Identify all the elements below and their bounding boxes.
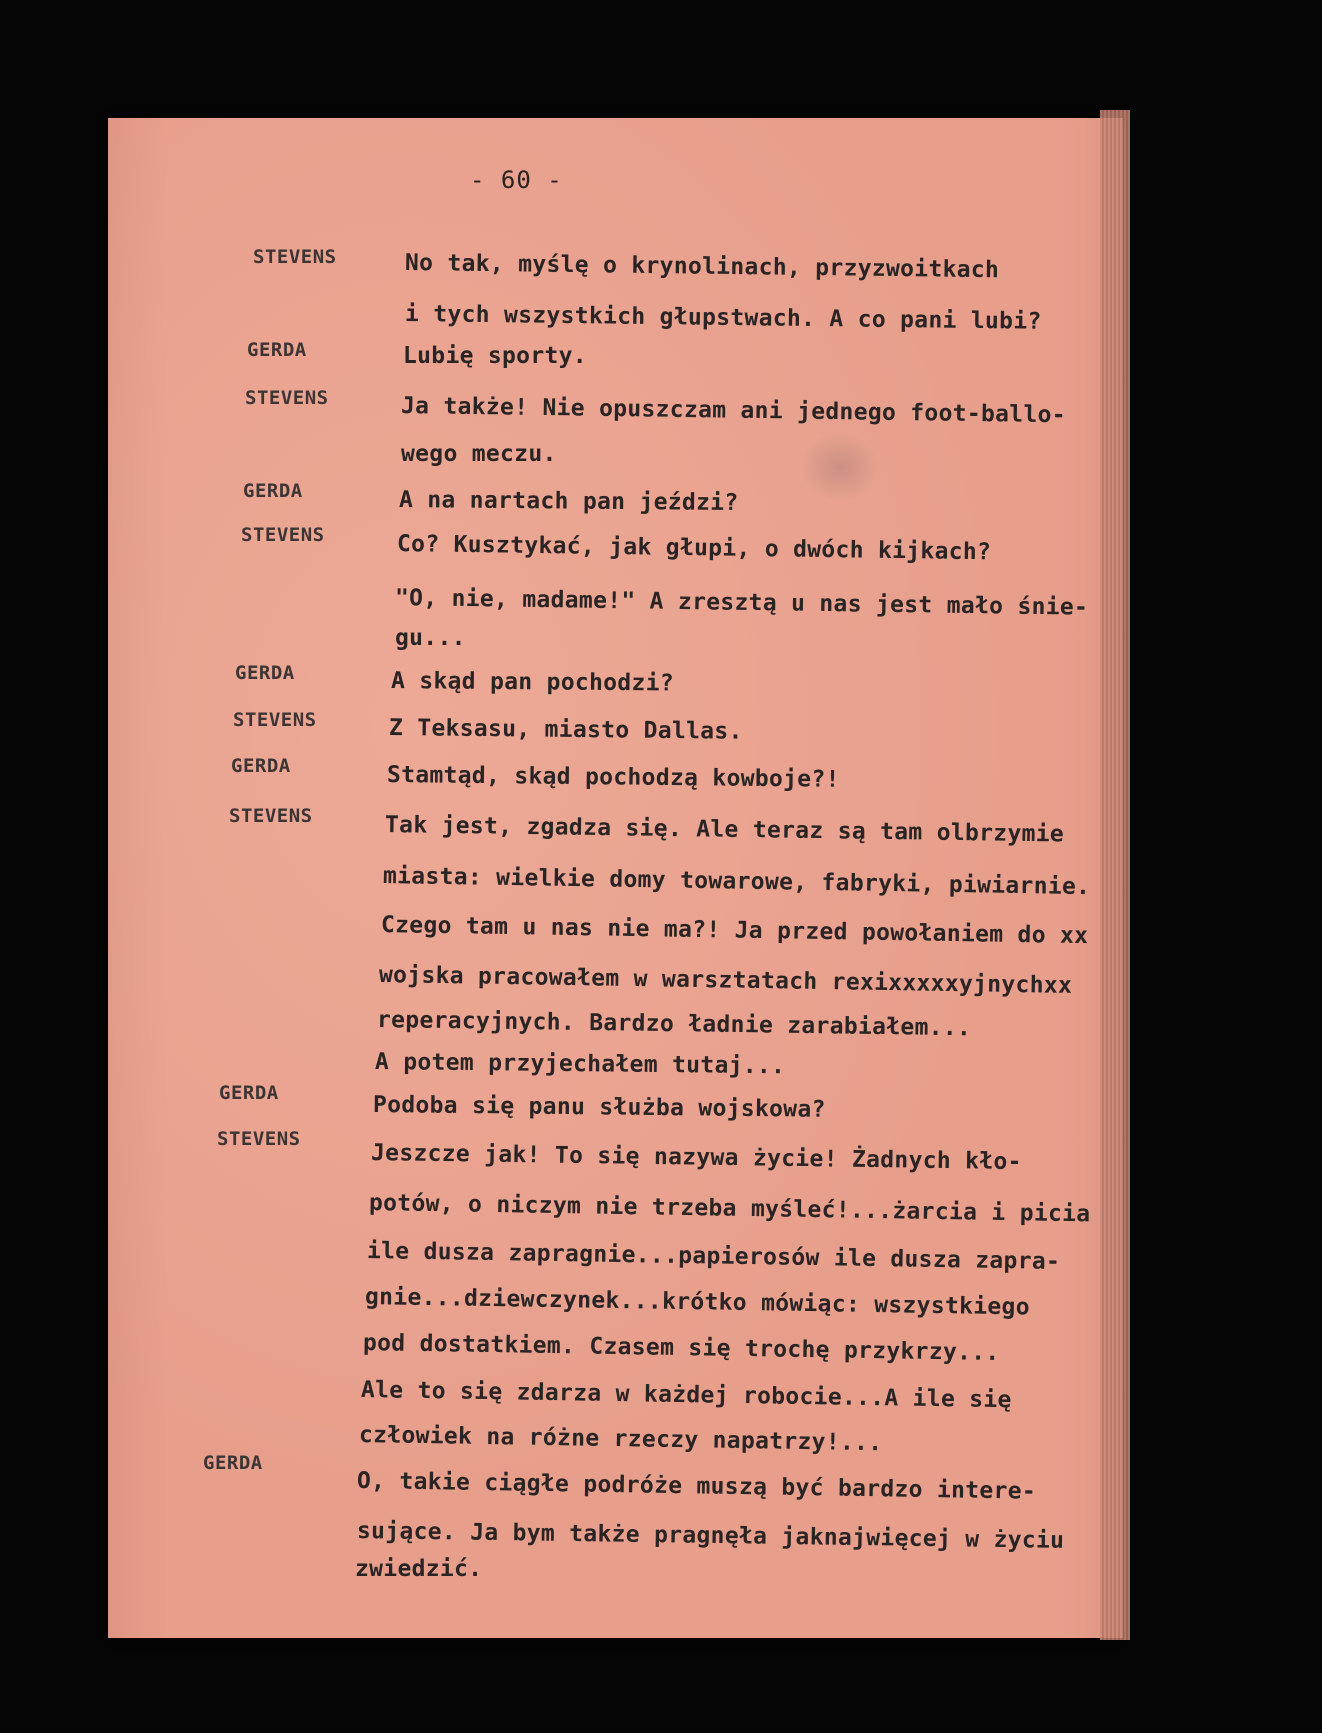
dialogue-line: A na nartach pan jeździ? bbox=[398, 487, 739, 516]
dialogue-line: O, takie ciągłe podróże muszą być bardzo intere- bbox=[356, 1468, 1037, 1505]
dialogue-line: Czego tam u nas nie ma?! Ja przed powołaniem do xx bbox=[380, 912, 1089, 950]
dialogue-line: zwiedzić. bbox=[355, 1556, 483, 1582]
speaker-name: STEVENS bbox=[229, 805, 313, 827]
dialogue-line: Podoba się panu służba wojskowa? bbox=[372, 1092, 826, 1123]
dialogue-line: pod dostatkiem. Czasem się trochę przykrzy... bbox=[362, 1330, 1000, 1366]
speaker-name: GERDA bbox=[247, 339, 307, 361]
speaker-name: GERDA bbox=[235, 662, 295, 684]
dialogue-line: sujące. Ja bym także pragnęła jaknajwięcej w życiu bbox=[356, 1518, 1065, 1554]
dialogue-line: "O, nie, madame!" A zresztą u nas jest mało śnie- bbox=[394, 585, 1089, 621]
dialogue-line: reperacyjnych. Bardzo ładnie zarabiałem... bbox=[376, 1007, 972, 1042]
speaker-name: GERDA bbox=[231, 755, 291, 777]
dialogue-line: wego meczu. bbox=[401, 441, 557, 467]
dialogue-line: gnie...dziewczynek...krótko mówiąc: wszystkiego bbox=[364, 1284, 1031, 1321]
page-number: - 60 - bbox=[470, 166, 563, 194]
dialogue-line: potów, o niczym nie trzeba myśleć!...żarcia i picia bbox=[368, 1190, 1091, 1228]
speaker-name: GERDA bbox=[203, 1452, 263, 1474]
dialogue-line: No tak, myślę o krynolinach, przyzwoitkach bbox=[404, 250, 1000, 284]
dialogue-line: wojska pracowałem w warsztatach rexixxxxxyjnychxx bbox=[378, 962, 1073, 999]
dialogue-line: gu... bbox=[395, 625, 466, 651]
speaker-name: STEVENS bbox=[253, 246, 337, 268]
speaker-name: STEVENS bbox=[245, 387, 329, 409]
speaker-name: STEVENS bbox=[233, 709, 317, 731]
dialogue-line: ile dusza zapragnie...papierosów ile dusza zapra- bbox=[366, 1238, 1061, 1275]
dialogue-line: Ale to się zdarza w każdej robocie...A ile się bbox=[360, 1377, 1012, 1414]
dialogue-line: człowiek na różne rzeczy napatrzy!... bbox=[358, 1422, 883, 1457]
dialogue-line: Ja także! Nie opuszczam ani jednego foot-ballo- bbox=[400, 393, 1067, 429]
dialogue-line: Tak jest, zgadza się. Ale teraz są tam olbrzymie bbox=[384, 812, 1065, 848]
dialogue-line: miasta: wielkie domy towarowe, fabryki, piwiarnie. bbox=[382, 863, 1091, 901]
page-stack-edge bbox=[1100, 110, 1130, 1640]
dialogue-line: i tych wszystkich głupstwach. A co pani lubi? bbox=[404, 301, 1042, 335]
paper-stain bbox=[800, 432, 880, 502]
speaker-name: GERDA bbox=[243, 480, 303, 502]
speaker-name: STEVENS bbox=[217, 1128, 301, 1150]
dialogue-line: Z Teksasu, miasto Dallas. bbox=[388, 715, 743, 745]
dialogue-line: A skąd pan pochodzi? bbox=[390, 668, 675, 697]
speaker-name: STEVENS bbox=[241, 524, 325, 546]
dialogue-line: Co? Kusztykać, jak głupi, o dwóch kijkach? bbox=[396, 531, 992, 566]
speaker-name: GERDA bbox=[219, 1082, 279, 1104]
dialogue-line: Stamtąd, skąd pochodzą kowboje?! bbox=[386, 762, 840, 793]
dialogue-line: Lubię sporty. bbox=[403, 343, 587, 369]
dialogue-line: Jeszcze jak! To się nazywa życie! Żadnych kło- bbox=[370, 1140, 1022, 1176]
dialogue-line: A potem przyjechałem tutaj... bbox=[374, 1049, 786, 1080]
